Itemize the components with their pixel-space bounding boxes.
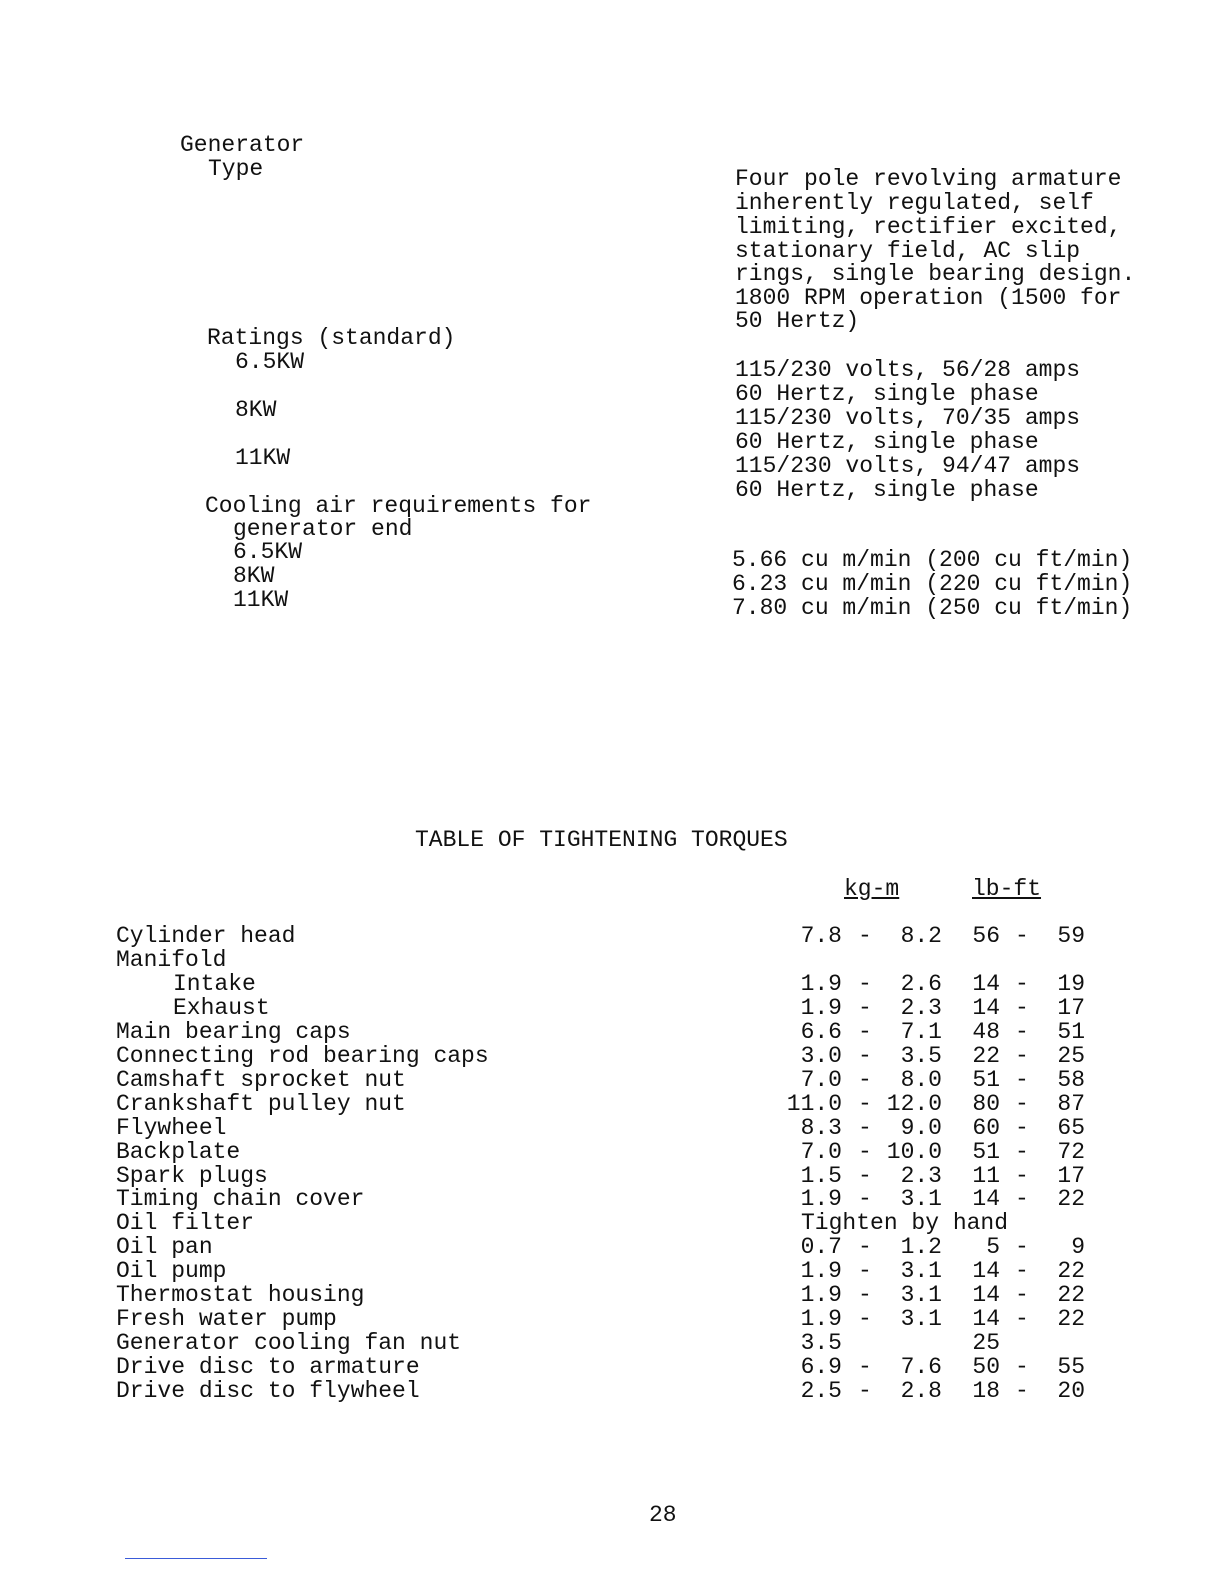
torque-part-name: Drive disc to armature xyxy=(116,1354,420,1380)
torque-kgm-max: 8.0 xyxy=(900,1067,942,1093)
range-dash: - xyxy=(1015,923,1029,949)
range-dash: - xyxy=(858,1258,872,1284)
torque-part-name: Oil filter xyxy=(116,1210,255,1236)
torque-kgm-max: 2.3 xyxy=(900,995,942,1021)
cooling-label: Cooling air requirements for xyxy=(205,493,592,519)
torque-lbft-min: 48 xyxy=(972,1019,1000,1045)
generator-type-line: inherently regulated, self xyxy=(735,190,1094,216)
range-dash: - xyxy=(858,1234,872,1260)
torque-lbft-min: 14 xyxy=(972,971,1000,997)
torque-part-name: Intake xyxy=(173,971,256,997)
rating-phase: 60 Hertz, single phase xyxy=(735,477,1039,503)
torque-kgm-min: 1.9 xyxy=(800,1258,842,1284)
torque-lbft-max: 51 xyxy=(1057,1019,1085,1045)
column-header-lbft: lb-ft xyxy=(972,876,1042,902)
range-dash: - xyxy=(858,1115,872,1141)
range-dash: - xyxy=(1015,1258,1029,1284)
range-dash: - xyxy=(858,923,872,949)
torque-kgm-min: 8.3 xyxy=(800,1115,842,1141)
torque-part-name: Manifold xyxy=(116,947,227,973)
range-dash: - xyxy=(1015,1186,1029,1212)
range-dash: - xyxy=(858,1378,872,1404)
torque-part-name: Exhaust xyxy=(173,995,270,1021)
torque-kgm-max: 10.0 xyxy=(886,1139,942,1165)
rating-phase: 60 Hertz, single phase xyxy=(735,429,1039,455)
range-dash: - xyxy=(1015,1282,1029,1308)
torque-part-name: Cylinder head xyxy=(116,923,296,949)
torque-kgm-min: 7.0 xyxy=(800,1067,842,1093)
range-dash: - xyxy=(1015,1306,1029,1332)
cooling-value: 5.66 cu m/min (200 cu ft/min) xyxy=(732,547,1133,573)
cooling-label: generator end xyxy=(233,516,413,542)
torque-lbft-max: 58 xyxy=(1057,1067,1085,1093)
range-dash: - xyxy=(858,971,872,997)
torque-lbft-min: 22 xyxy=(972,1043,1000,1069)
torque-kgm-min: 11.0 xyxy=(786,1091,842,1117)
cooling-size: 6.5KW xyxy=(233,539,303,565)
rating-volts: 115/230 volts, 94/47 amps xyxy=(735,453,1081,479)
torque-part-name: Oil pump xyxy=(116,1258,227,1284)
torque-part-name: Drive disc to flywheel xyxy=(116,1378,420,1404)
rating-size: 6.5KW xyxy=(235,349,305,375)
torque-kgm-max: 7.6 xyxy=(900,1354,942,1380)
range-dash: - xyxy=(858,1163,872,1189)
torque-lbft-min: 11 xyxy=(972,1163,1000,1189)
range-dash: - xyxy=(1015,1115,1029,1141)
torque-kgm-min: 1.9 xyxy=(800,971,842,997)
torque-part-name: Fresh water pump xyxy=(116,1306,337,1332)
range-dash: - xyxy=(1015,1163,1029,1189)
torque-kgm-max: 9.0 xyxy=(900,1115,942,1141)
torque-lbft-max: 22 xyxy=(1057,1282,1085,1308)
torque-lbft-min: 50 xyxy=(972,1354,1000,1380)
torque-kgm-max: 3.1 xyxy=(900,1282,942,1308)
range-dash: - xyxy=(1015,1378,1029,1404)
range-dash: - xyxy=(858,1019,872,1045)
range-dash: - xyxy=(858,1091,872,1117)
generator-type-line: 50 Hertz) xyxy=(735,308,860,334)
torque-lbft-min: 51 xyxy=(972,1067,1000,1093)
torque-table-title: TABLE OF TIGHTENING TORQUES xyxy=(415,827,788,853)
torque-part-name: Oil pan xyxy=(116,1234,213,1260)
torque-kgm-max: 8.2 xyxy=(900,923,942,949)
torque-lbft-min: 60 xyxy=(972,1115,1000,1141)
torque-lbft-max: 59 xyxy=(1057,923,1085,949)
range-dash: - xyxy=(858,995,872,1021)
torque-lbft-min: 5 xyxy=(986,1234,1000,1260)
range-dash: - xyxy=(858,1354,872,1380)
torque-kgm-max: 3.5 xyxy=(900,1043,942,1069)
torque-lbft-max: 19 xyxy=(1057,971,1085,997)
torque-lbft-min: 25 xyxy=(972,1330,1000,1356)
range-dash: - xyxy=(1015,995,1029,1021)
cooling-value: 6.23 cu m/min (220 cu ft/min) xyxy=(732,571,1133,597)
rating-volts: 115/230 volts, 70/35 amps xyxy=(735,405,1081,431)
torque-lbft-max: 17 xyxy=(1057,995,1085,1021)
torque-part-name: Flywheel xyxy=(116,1115,227,1141)
torque-lbft-max: 22 xyxy=(1057,1258,1085,1284)
range-dash: - xyxy=(1015,1067,1029,1093)
range-dash: - xyxy=(858,1306,872,1332)
column-header-kgm: kg-m xyxy=(844,876,900,902)
torque-lbft-max: 25 xyxy=(1057,1043,1085,1069)
torque-kgm-min: 7.0 xyxy=(800,1139,842,1165)
torque-kgm-min: 1.9 xyxy=(800,995,842,1021)
torque-kgm-max: 3.1 xyxy=(900,1258,942,1284)
torque-kgm-max: 1.2 xyxy=(900,1234,942,1260)
generator-type-line: 1800 RPM operation (1500 for xyxy=(735,285,1122,311)
torque-lbft-max: 55 xyxy=(1057,1354,1085,1380)
range-dash: - xyxy=(858,1186,872,1212)
torque-lbft-max: 20 xyxy=(1057,1378,1085,1404)
torque-kgm-max: 2.6 xyxy=(900,971,942,997)
torque-part-name: Timing chain cover xyxy=(116,1186,365,1212)
generator-type-line: limiting, rectifier excited, xyxy=(735,214,1122,240)
torque-part-name: Crankshaft pulley nut xyxy=(116,1091,406,1117)
torque-kgm-max: 7.1 xyxy=(900,1019,942,1045)
rating-volts: 115/230 volts, 56/28 amps xyxy=(735,357,1081,383)
generator-type-line: Four pole revolving armature xyxy=(735,166,1122,192)
torque-kgm-min: 3.5 xyxy=(800,1330,842,1356)
torque-lbft-min: 14 xyxy=(972,1282,1000,1308)
torque-lbft-min: 56 xyxy=(972,923,1000,949)
generator-type-label: Type xyxy=(208,156,264,182)
rating-size: 11KW xyxy=(235,445,291,471)
cooling-size: 11KW xyxy=(233,587,289,613)
torque-lbft-min: 14 xyxy=(972,1306,1000,1332)
range-dash: - xyxy=(1015,1354,1029,1380)
torque-kgm-min: 2.5 xyxy=(800,1378,842,1404)
torque-part-name: Connecting rod bearing caps xyxy=(116,1043,489,1069)
torque-kgm-min: 1.9 xyxy=(800,1306,842,1332)
range-dash: - xyxy=(1015,1139,1029,1165)
torque-lbft-max: 9 xyxy=(1071,1234,1085,1260)
torque-kgm-max: 2.8 xyxy=(900,1378,942,1404)
range-dash: - xyxy=(1015,1234,1029,1260)
torque-lbft-min: 14 xyxy=(972,1186,1000,1212)
range-dash: - xyxy=(1015,1043,1029,1069)
ratings-label: Ratings (standard) xyxy=(207,325,456,351)
generator-type-line: rings, single bearing design. xyxy=(735,261,1136,287)
torque-note: Tighten by hand xyxy=(801,1210,1009,1236)
torque-kgm-min: 0.7 xyxy=(800,1234,842,1260)
torque-part-name: Generator cooling fan nut xyxy=(116,1330,462,1356)
torque-part-name: Thermostat housing xyxy=(116,1282,365,1308)
range-dash: - xyxy=(1015,1091,1029,1117)
torque-kgm-min: 7.8 xyxy=(800,923,842,949)
torque-part-name: Main bearing caps xyxy=(116,1019,351,1045)
torque-kgm-max: 3.1 xyxy=(900,1186,942,1212)
torque-kgm-min: 6.9 xyxy=(800,1354,842,1380)
generator-heading: Generator xyxy=(180,132,305,158)
torque-lbft-max: 72 xyxy=(1057,1139,1085,1165)
torque-part-name: Spark plugs xyxy=(116,1163,268,1189)
range-dash: - xyxy=(858,1043,872,1069)
range-dash: - xyxy=(858,1139,872,1165)
generator-type-line: stationary field, AC slip xyxy=(735,238,1081,264)
torque-part-name: Backplate xyxy=(116,1139,241,1165)
range-dash: - xyxy=(858,1282,872,1308)
range-dash: - xyxy=(1015,1019,1029,1045)
footer-rule xyxy=(125,1558,267,1559)
torque-lbft-max: 65 xyxy=(1057,1115,1085,1141)
range-dash: - xyxy=(1015,971,1029,997)
rating-phase: 60 Hertz, single phase xyxy=(735,381,1039,407)
torque-lbft-max: 22 xyxy=(1057,1306,1085,1332)
torque-lbft-max: 17 xyxy=(1057,1163,1085,1189)
torque-lbft-max: 22 xyxy=(1057,1186,1085,1212)
torque-kgm-min: 6.6 xyxy=(800,1019,842,1045)
torque-lbft-min: 80 xyxy=(972,1091,1000,1117)
rating-size: 8KW xyxy=(235,397,277,423)
torque-lbft-min: 51 xyxy=(972,1139,1000,1165)
torque-kgm-min: 1.9 xyxy=(800,1186,842,1212)
torque-lbft-min: 14 xyxy=(972,995,1000,1021)
cooling-size: 8KW xyxy=(233,563,275,589)
torque-kgm-min: 1.9 xyxy=(800,1282,842,1308)
range-dash: - xyxy=(858,1067,872,1093)
torque-lbft-min: 18 xyxy=(972,1378,1000,1404)
torque-kgm-max: 12.0 xyxy=(886,1091,942,1117)
torque-lbft-max: 87 xyxy=(1057,1091,1085,1117)
cooling-value: 7.80 cu m/min (250 cu ft/min) xyxy=(732,595,1133,621)
torque-kgm-min: 3.0 xyxy=(800,1043,842,1069)
torque-kgm-min: 1.5 xyxy=(800,1163,842,1189)
torque-part-name: Camshaft sprocket nut xyxy=(116,1067,406,1093)
torque-kgm-max: 3.1 xyxy=(900,1306,942,1332)
page-number: 28 xyxy=(649,1502,677,1528)
torque-lbft-min: 14 xyxy=(972,1258,1000,1284)
torque-kgm-max: 2.3 xyxy=(900,1163,942,1189)
